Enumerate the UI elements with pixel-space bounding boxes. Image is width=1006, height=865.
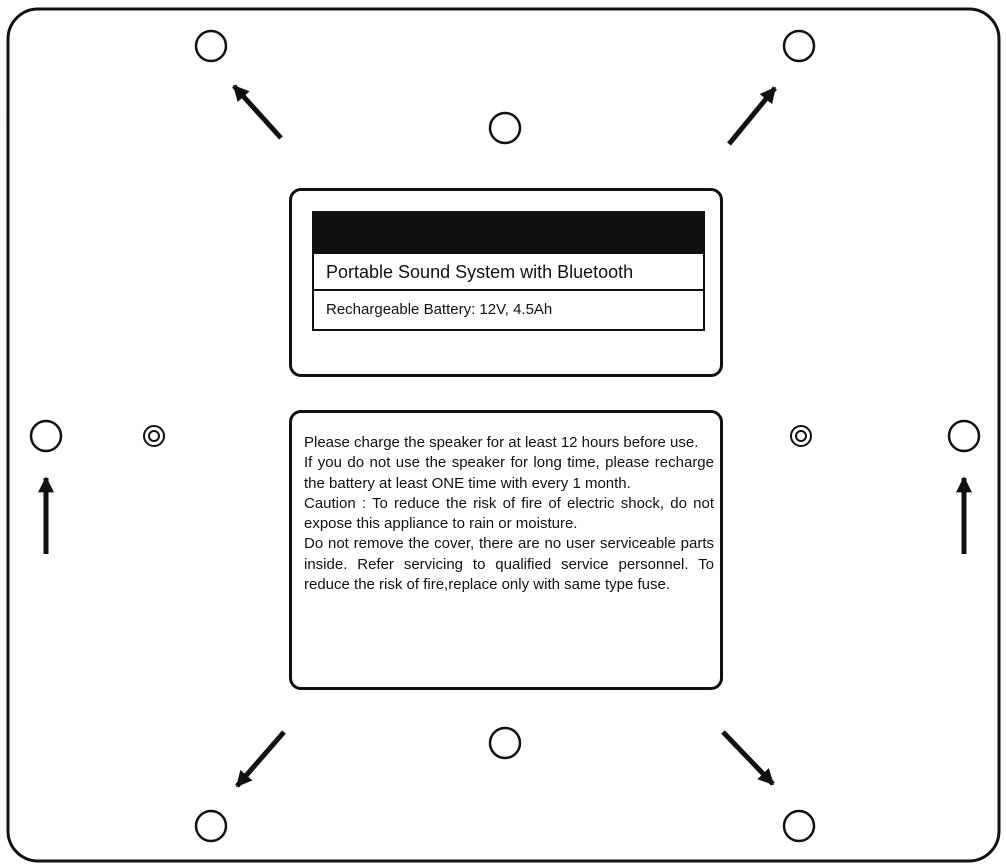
screw-hole-middle-right xyxy=(949,421,979,451)
warning-paragraph-recharge: If you do not use the speaker for long time, please recharge the battery at least ONE time with every 1 month. xyxy=(304,454,714,492)
screw-hole-bottom-center xyxy=(490,728,520,758)
warning-text xyxy=(304,433,714,595)
screw-hole-bottom-left xyxy=(196,811,226,841)
rating-label-table xyxy=(312,211,705,331)
screw-hole-bottom-right xyxy=(784,811,814,841)
screw-hole-middle-left xyxy=(31,421,61,451)
warning-paragraph-cover: Do not remove the cover, there are no user serviceable parts inside. Refer servicing to qualified service personnel. To reduce the risk of fire,replace only with same type fuse. xyxy=(304,535,714,594)
warning-paragraph-charge: Please charge the speaker for at least 12 hours before use. xyxy=(304,434,699,451)
warning-label xyxy=(289,410,723,690)
screw-hole-top-right xyxy=(784,31,814,61)
rating-label xyxy=(289,188,723,377)
screw-hole-top-center xyxy=(490,113,520,143)
product-name: Portable Sound System with Bluetooth xyxy=(314,254,703,291)
warning-paragraph-caution: Caution : To reduce the risk of fire of electric shock, do not expose this appliance to rain or moisture. xyxy=(304,494,714,533)
screw-hole-top-left xyxy=(196,31,226,61)
label-header-bar xyxy=(314,213,703,254)
battery-spec: Rechargeable Battery: 12V, 4.5Ah xyxy=(326,301,553,318)
